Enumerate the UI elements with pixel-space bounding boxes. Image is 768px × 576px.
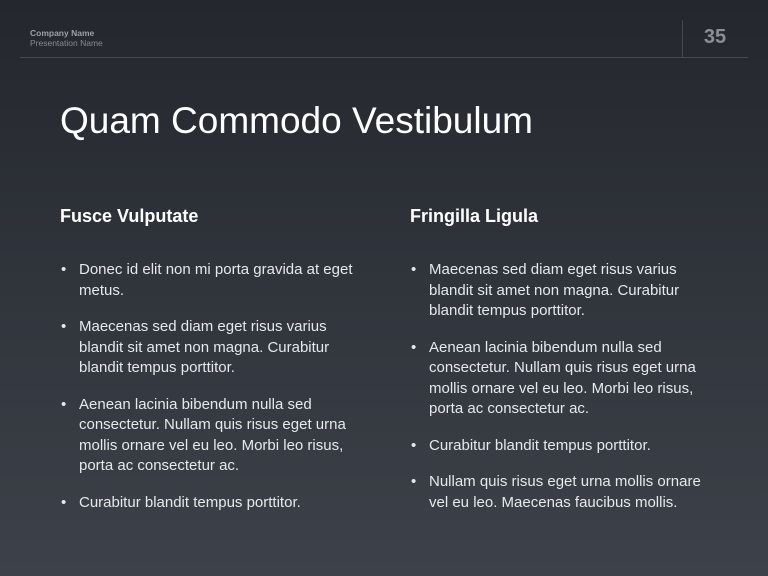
bullet-dot-icon: • xyxy=(61,261,67,278)
bullet-dot-icon: • xyxy=(411,473,417,490)
company-name: Company Name xyxy=(30,28,95,38)
bullet-item xyxy=(60,395,360,477)
bullet-dot-icon: • xyxy=(61,493,67,511)
bullet-dot-icon: • xyxy=(61,395,67,413)
page-number: 35 xyxy=(703,26,727,48)
bullet-dot-icon: • xyxy=(61,318,67,335)
slide-header xyxy=(0,0,768,58)
bullet-text: Aenean lacinia bibendum nulla sed consectetur. Nullam quis risus eget urna mollis ornare vel eu leo. Morbi leo risus, porta ac consectetur ac. xyxy=(79,395,346,474)
right-bullet-list xyxy=(410,260,715,513)
bullet-dot-icon: • xyxy=(411,261,417,278)
bullet-item xyxy=(60,317,360,379)
bullet-text: Donec id elit non mi porta gravida at eget metus. xyxy=(79,261,353,299)
bullet-text: Maecenas sed diam eget risus varius blandit sit amet non magna. Curabitur blandit tempus porttitor. xyxy=(79,318,330,376)
bullet-item xyxy=(410,260,715,322)
bullet-item xyxy=(410,472,715,513)
header-divider xyxy=(20,57,748,58)
left-column-heading: Fusce Vulputate xyxy=(60,206,199,226)
bullet-text: Nullam quis risus eget urna mollis ornare vel eu leo. Maecenas faucibus mollis. xyxy=(429,473,701,511)
left-bullet-list xyxy=(60,260,360,513)
left-column xyxy=(60,205,360,529)
page-number-divider xyxy=(682,20,683,57)
bullet-item xyxy=(410,436,715,457)
right-column-heading: Fringilla Ligula xyxy=(410,206,539,226)
presentation-name: Presentation Name xyxy=(30,38,103,48)
bullet-dot-icon: • xyxy=(411,338,417,356)
company-block xyxy=(30,28,103,48)
bullet-text: Curabitur blandit tempus porttitor. xyxy=(429,436,651,454)
bullet-dot-icon: • xyxy=(411,436,417,454)
bullet-text: Aenean lacinia bibendum nulla sed consectetur. Nullam quis risus eget urna mollis ornare vel eu leo. Morbi leo risus, porta ac consectetur ac. xyxy=(429,338,696,417)
bullet-item xyxy=(60,493,360,514)
bullet-item xyxy=(410,338,715,420)
right-column xyxy=(410,205,715,529)
bullet-text: Curabitur blandit tempus porttitor. xyxy=(79,493,301,511)
bullet-item xyxy=(60,260,360,301)
slide-title: Quam Commodo Vestibulum xyxy=(60,100,533,141)
bullet-text: Maecenas sed diam eget risus varius blandit sit amet non magna. Curabitur blandit tempus porttitor. xyxy=(429,261,680,319)
